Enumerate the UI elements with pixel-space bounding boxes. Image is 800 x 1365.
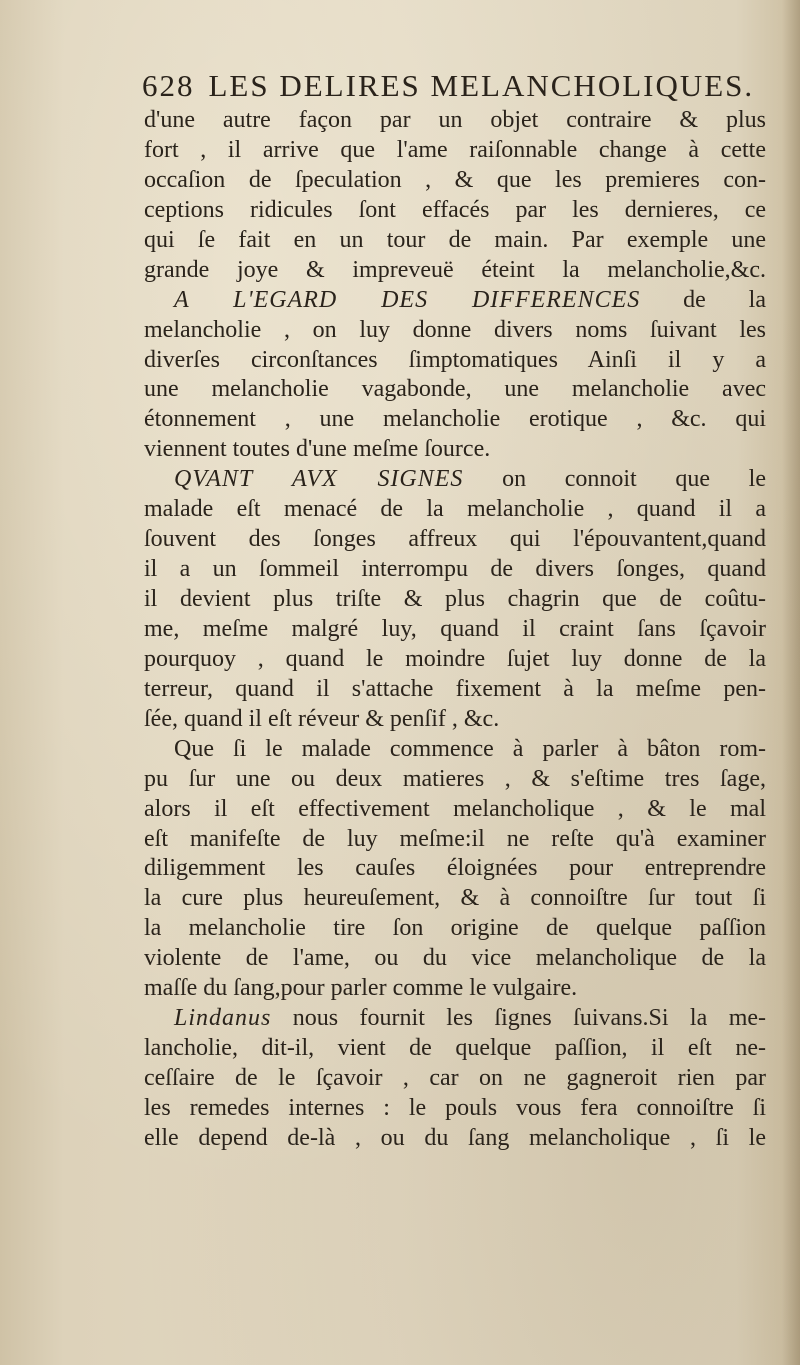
text-line: Que ſi le malade commence à parler à bâton rom-	[174, 735, 766, 762]
body-text	[144, 106, 766, 1154]
text-line: ceptions ridicules ſont effacés par les dernieres, ce	[144, 196, 766, 223]
page-number: 628	[142, 68, 195, 103]
text-line: une melancholie vagabonde, une melancholie avec	[144, 376, 766, 403]
text-line: ſée, quand il eſt réveur & penſif , &c.	[144, 705, 500, 732]
text-line: lancholie, dit-il, vient de quelque paſſion, il eſt ne-	[144, 1035, 766, 1062]
text-line: malade eſt menacé de la melancholie , quand il a	[144, 496, 766, 523]
text-line: melancholie , on luy donne divers noms ſuivant les	[144, 316, 766, 343]
text-line: alors il eſt effectivement melancholique , & le mal	[144, 795, 766, 822]
text-line: il devient plus triſte & plus chagrin que de coûtu-	[144, 586, 766, 612]
text-line: ceſſaire de le ſçavoir , car on ne gagneroit rien par	[144, 1065, 766, 1091]
text-line: la cure plus heureuſement, & à connoiſtre ſur tout ſi	[144, 885, 766, 912]
text-line: eſt manifeſte de luy meſme:il ne reſte qu'à examiner	[144, 825, 766, 852]
author-name-lindanus: Lindanus	[174, 1005, 272, 1032]
text-line: fort , il arrive que l'ame raiſonnable change à cette	[144, 136, 766, 163]
page-edge-shadow	[782, 0, 800, 1365]
text-line: pourquoy , quand le moindre ſujet luy donne de la	[144, 645, 766, 672]
section-rest-differences: de la	[640, 286, 766, 313]
text-line: diverſes circonſtances ſimptomatiques Ainſi il y a	[144, 346, 766, 373]
text-line-signes	[144, 465, 766, 495]
text-line-differences	[144, 286, 766, 316]
text-line-lindanus	[144, 1004, 766, 1034]
text-line: étonnement , une melancholie erotique , &c. qui	[144, 406, 766, 433]
text-line: ſouvent des ſonges affreux qui l'épouvantent,quand	[144, 526, 766, 553]
running-title: LES DELIRES MELANCHOLIQUES.	[208, 68, 755, 103]
running-header	[142, 66, 762, 106]
section-rest-lindanus: nous fournit les ſignes ſuivans.Si la me-	[271, 1005, 766, 1032]
text-line: d'une autre façon par un objet contraire & plus	[144, 107, 766, 133]
section-lead-differences: A L'EGARD DES DIFFERENCES	[174, 286, 641, 313]
text-line: grande joye & impreveuë éteint la melancholie,&c.	[144, 256, 766, 283]
text-line: il a un ſommeil interrompu de divers ſonges, quand	[144, 556, 766, 583]
text-line: qui ſe fait en un tour de main. Par exemple une	[144, 226, 766, 253]
text-line: elle depend de-là , ou du ſang melancholique , ſi le	[144, 1124, 766, 1151]
text-line: diligemment les cauſes éloignées pour entreprendre	[144, 855, 766, 882]
section-lead-signes: QVANT AVX SIGNES	[174, 466, 464, 493]
text-line: violente de l'ame, ou du vice melancholique de la	[144, 945, 766, 972]
text-line: viennent toutes d'une meſme ſource.	[144, 436, 491, 463]
text-line: maſſe du ſang,pour parler comme le vulgaire.	[144, 975, 578, 1002]
section-rest-signes: on connoit que le	[463, 466, 766, 493]
text-line: me, meſme malgré luy, quand il craint ſans ſçavoir	[144, 615, 766, 642]
text-line: la melancholie tire ſon origine de quelque paſſion	[144, 915, 766, 942]
text-line: les remedes internes : le pouls vous fera connoiſtre ſi	[144, 1094, 766, 1121]
text-line: terreur, quand il s'attache fixement à la meſme pen-	[144, 675, 766, 702]
text-line: occaſion de ſpeculation , & que les premieres con-	[144, 166, 766, 193]
text-line: pu ſur une ou deux matieres , & s'eſtime tres ſage,	[144, 765, 766, 792]
